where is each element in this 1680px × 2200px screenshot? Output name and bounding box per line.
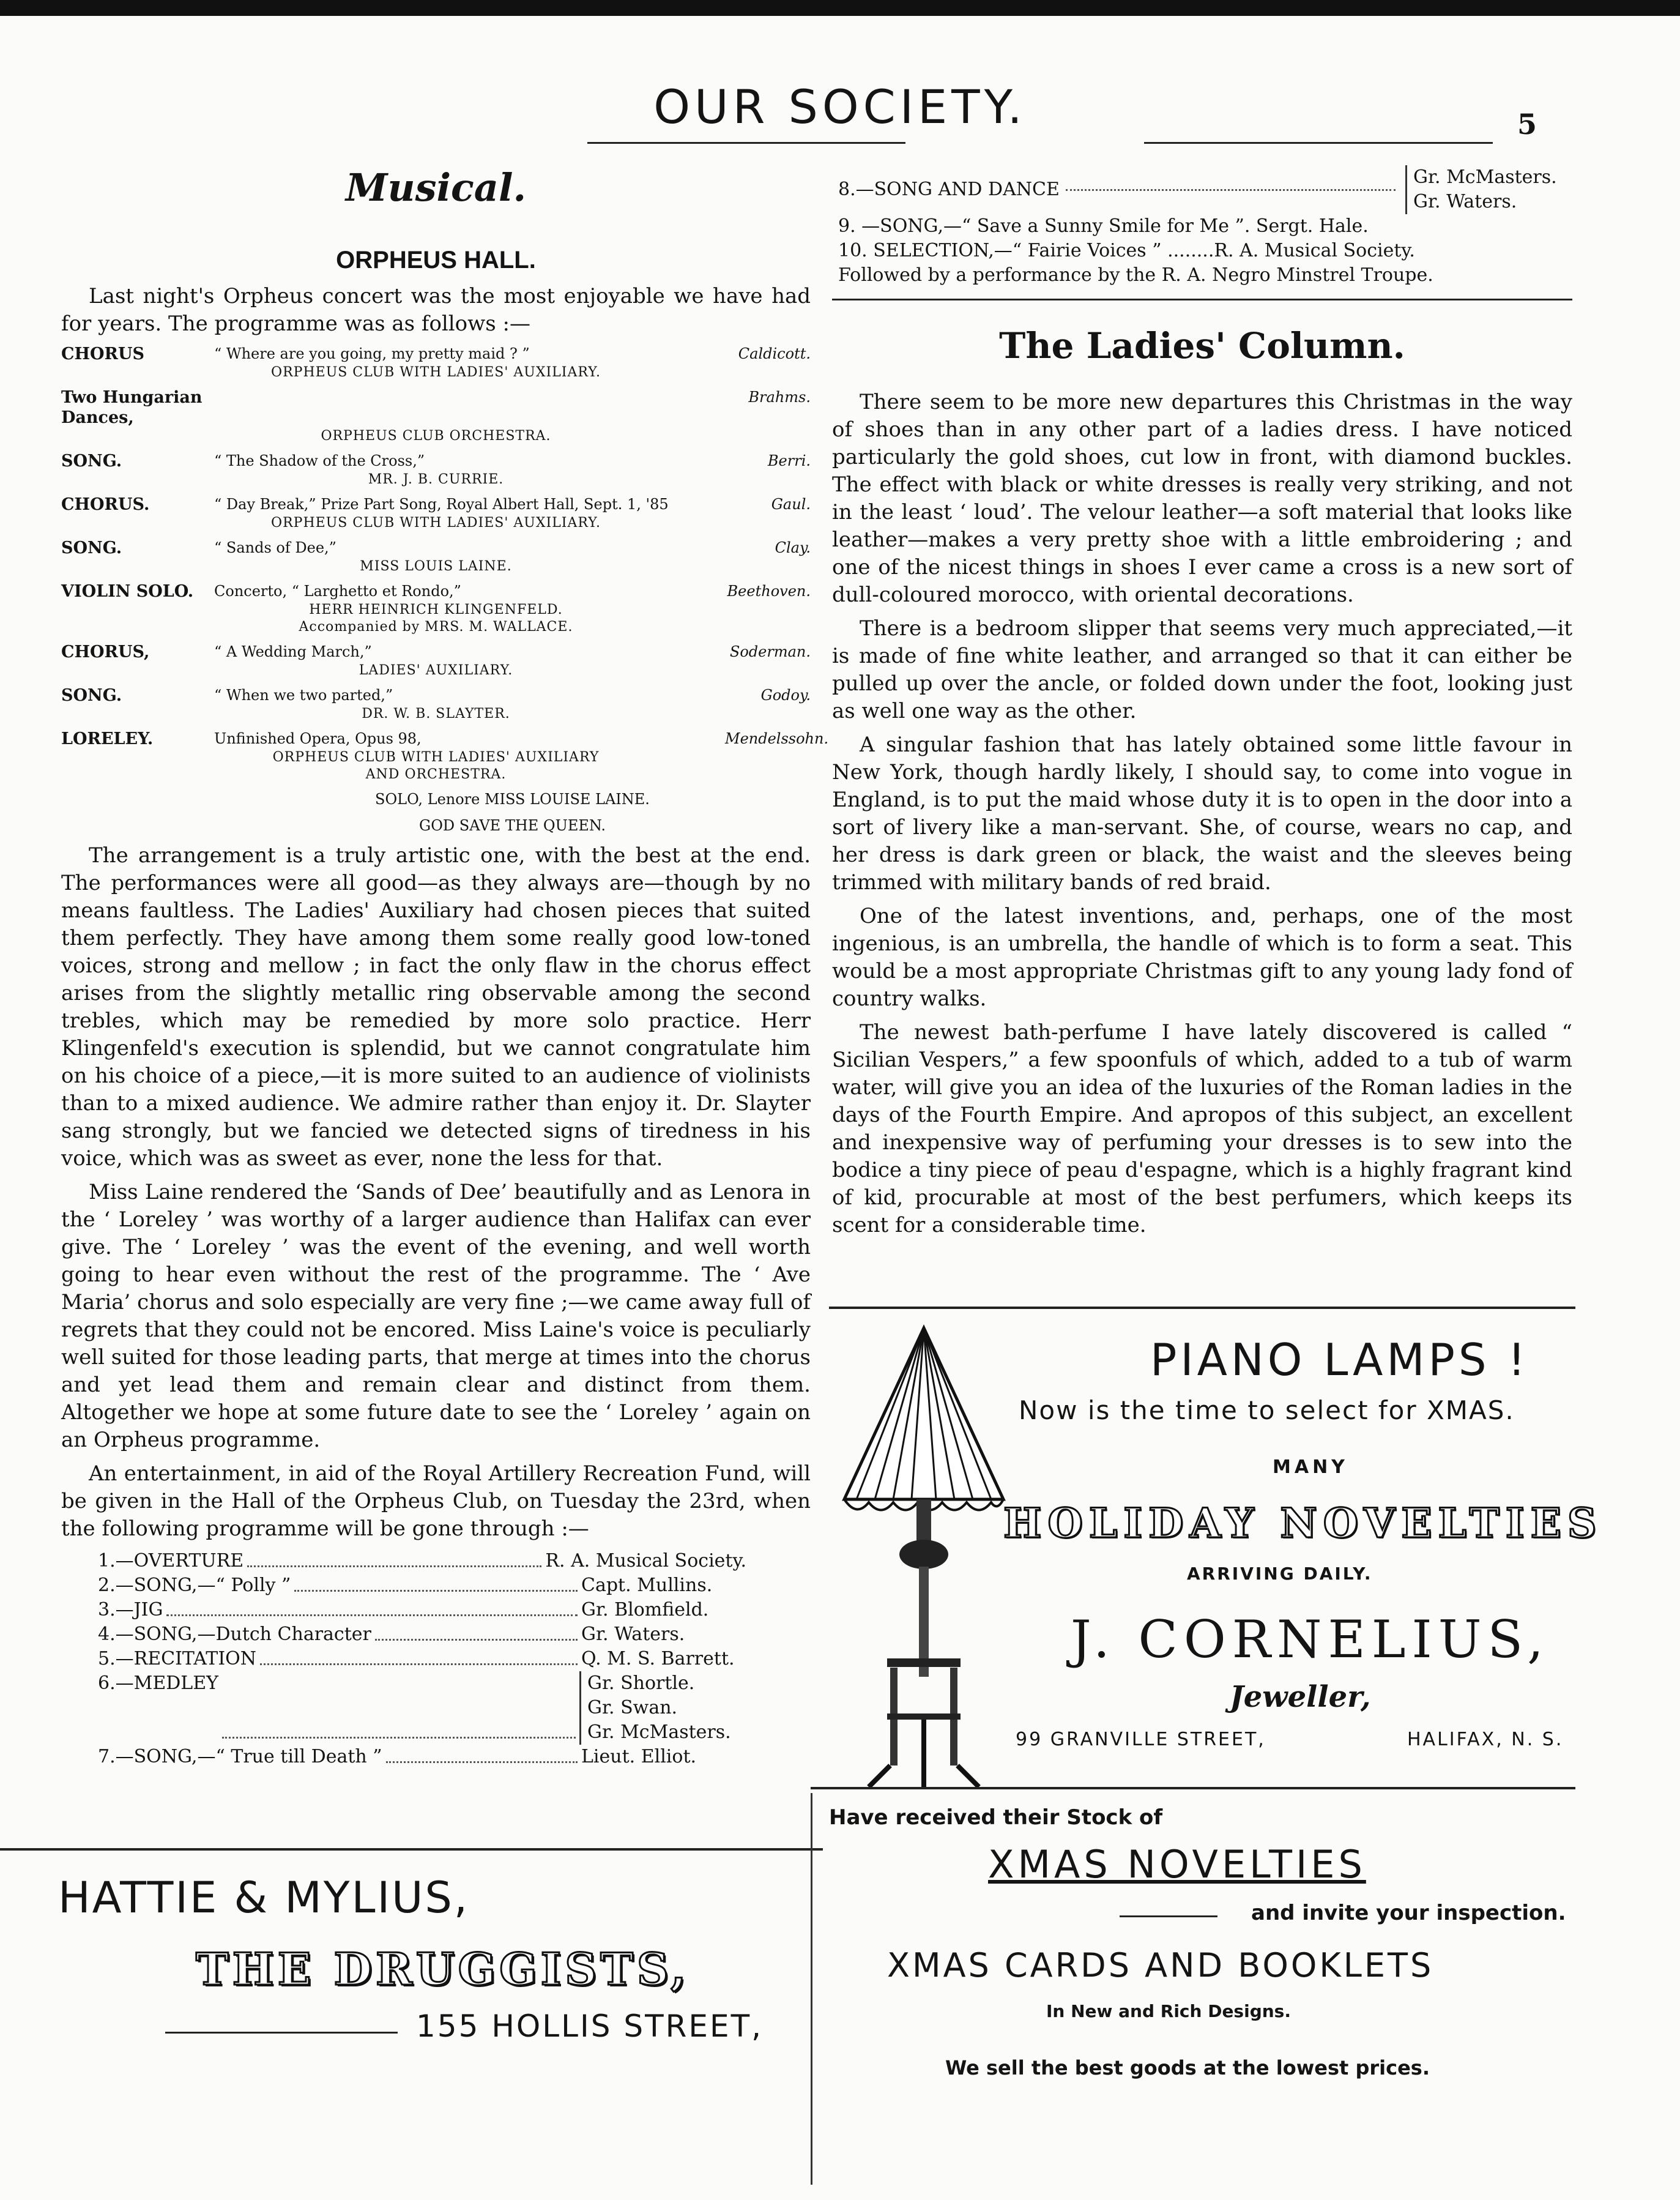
list-item: 9. —SONG,—“ Save a Sunny Smile for Me ”. Sergt. Hale. <box>838 215 1369 237</box>
concert-programme <box>61 344 829 836</box>
list-item: 6.—MEDLEY Gr. Shortle. Gr. Swan. Gr. McMasters. <box>98 1671 746 1745</box>
programme-item: SOLO, Lenore MISS LOUISE LAINE. <box>375 791 650 808</box>
druggist-address: 155 HOLLIS STREET, <box>416 2008 764 2044</box>
right-column <box>832 165 1572 1245</box>
xmas-slogan: We sell the best goods at the lowest prices. <box>945 2056 1430 2079</box>
programme-item: CHORUS “ Where are you going, my pretty maid ? ” Caldicott. ORPHEUS CLUB WITH LADIES' AUXILIARY. <box>61 345 811 380</box>
header-rule-left <box>587 142 905 144</box>
page-number: 5 <box>1517 108 1537 141</box>
performer-line: ORPHEUS CLUB WITH LADIES' AUXILIARY. <box>271 515 601 531</box>
xmas-received: Have received their Stock of <box>829 1805 1163 1830</box>
article-paragraph: There is a bedroom slipper that seems very much appreciated,—it is made of fine white leather, and arranged so that it can either be pulled up over the ancle, or folded down under the foot, looking just as well one way as the other. <box>832 616 1572 723</box>
performer-line: ORPHEUS CLUB WITH LADIES' AUXILIARY <box>272 750 600 765</box>
lamps-city: HALIFAX, N. S. <box>1407 1729 1564 1750</box>
performer-line: MISS LOUIS LAINE. <box>360 559 512 574</box>
performer-line: AND ORCHESTRA. <box>365 767 507 782</box>
review-paragraph: Miss Laine rendered the ‘Sands of Dee’ beautifully and as Lenora in the ‘ Loreley ’ was worthy of a larger audience than Halifax can ever give. The ‘ Loreley ’ was the event of the evening, and well worth going to hear even without the rest of the programme. The ‘ Ave Maria’ chorus and solo especially are very fine ;—we came away full of regrets that they could not be encored. Miss Laine's voice is peculiarly well suited for those leading parts, that merge at times into the chorus and yet lead them and remain clear and distinct from them. Altogether we hope at some future date to see the ‘ Loreley ’ again on an Orpheus programme. <box>61 1180 811 1452</box>
top-border-bar <box>0 0 1680 16</box>
running-head: OUR SOCIETY. <box>653 80 1027 134</box>
performer-line: ORPHEUS CLUB ORCHESTRA. <box>321 428 551 444</box>
review-paragraph: An entertainment, in aid of the Royal Artillery Recreation Fund, will be given in the Hall of the Orpheus Club, on Tuesday the 23rd, when the following programme will be gone through :— <box>61 1461 811 1541</box>
performer-line: MR. J. B. CURRIE. <box>368 472 504 487</box>
performer-line: HERR HEINRICH KLINGENFELD. <box>309 602 563 617</box>
list-item: 8.—SONG AND DANCE Gr. McMasters. Gr. Waters. <box>838 165 1572 214</box>
lamps-subtitle: Now is the time to select for XMAS. <box>1019 1395 1515 1425</box>
performer-line: Accompanied by MRS. M. WALLACE. <box>299 619 573 635</box>
programme-item: LORELEY. Unfinished Opera, Opus 98, Mendelssohn. ORPHEUS CLUB WITH LADIES' AUXILIARY AND ORCHESTRA. <box>61 729 829 782</box>
ad-rule <box>0 1848 823 1851</box>
lamps-trade: Jeweller, <box>1230 1680 1371 1714</box>
list-item: 4.—SONG,—Dutch Character Gr. Waters. <box>98 1624 685 1645</box>
ad-rule <box>829 1307 1575 1309</box>
list-item: 1.—OVERTURE R. A. Musical Society. <box>98 1550 746 1572</box>
list-item: 5.—RECITATION Q. M. S. Barrett. <box>98 1648 735 1669</box>
ad-rule <box>811 1787 1575 1789</box>
programme-item: SONG. “ When we two parted,” Godoy. DR. W. B. SLAYTER. <box>61 686 811 722</box>
druggist-name: HATTIE & MYLIUS, <box>58 1873 470 1923</box>
xmas-rule <box>1120 1915 1217 1917</box>
entertainment-programme <box>98 1549 746 1769</box>
list-item: 7.—SONG,—“ True till Death ” Lieut. Elliot. <box>98 1746 697 1767</box>
list-item: 10. SELECTION,—“ Fairie Voices ” ........R. A. Musical Society. <box>838 240 1415 261</box>
section-rule <box>832 299 1572 300</box>
lamps-many: MANY <box>1273 1456 1348 1478</box>
programme-item: SONG. “ Sands of Dee,” Clay. MISS LOUIS LAINE. <box>61 539 811 574</box>
programme-item: GOD SAVE THE QUEEN. <box>419 817 606 834</box>
list-item: Followed by a performance by the R. A. Negro Minstrel Troupe. <box>838 264 1433 286</box>
lamps-novelties: HOLIDAY NOVELTIES <box>1003 1499 1603 1547</box>
review-paragraph: The arrangement is a truly artistic one, with the best at the end. The performances were all good—as they always are—though by no means faultless. The Ladies' Auxiliary had chosen pieces that suited them perfectly. They have among them some really good low-toned voices, strong and mellow ; in fact the only flaw in the chorus effect arises from the slightly metallic ring observable among the second trebles, which may be remedied by more solo practice. Herr Klingenfeld's execution is splendid, but we cannot congratulate him on his choice of a piece,—it is more suited to an audience of violinists than to a mixed audience. We admire rather than enjoy it. Dr. Slayter sang strongly, but we fancied we detected signs of tiredness in his voice, which was as sweet as ever, none the less for that. <box>61 843 811 1171</box>
xmas-designs: In New and Rich Designs. <box>1046 2001 1291 2021</box>
lamps-title: PIANO LAMPS ! <box>1150 1334 1529 1385</box>
piano-lamp-icon <box>832 1316 1016 1793</box>
programme-item: VIOLIN SOLO. Concerto, “ Larghetto et Rondo,” Beethoven. HERR HEINRICH KLINGENFELD. Accompanied by MRS. M. WALLACE. <box>61 582 811 635</box>
lamps-arriving: ARRIVING DAILY. <box>1187 1564 1373 1584</box>
performer-line: DR. W. B. SLAYTER. <box>362 706 510 722</box>
programme-item: Two Hungarian Dances, Brahms. ORPHEUS CLUB ORCHESTRA. <box>61 388 811 444</box>
xmas-invite: and invite your inspection. <box>1251 1901 1566 1925</box>
list-item: 3.—JIG Gr. Blomfield. <box>98 1599 709 1620</box>
article-paragraph: There seem to be more new departures this Christmas in the way of shoes than in any other part of a ladies dress. I have noticed particularly the gold shoes, cut low in front, with diamond buckles. The effect with black or white dresses is really very striking, and not in the least ‘ loud’. The velour leather—a soft material that looks like leather—makes a very pretty shoe with a little embroidering ; and one of the nicest things in shoes I ever came a cross is a new sort of dull-coloured morocco, with oriental decorations. <box>832 390 1572 607</box>
section-heading-ladies: The Ladies' Column. <box>999 325 1405 367</box>
xmas-title: XMAS NOVELTIES <box>988 1842 1366 1887</box>
performer-line: ORPHEUS CLUB WITH LADIES' AUXILIARY. <box>271 365 601 380</box>
programme-item: CHORUS. “ Day Break,” Prize Part Song, Royal Albert Hall, Sept. 1, '85 Gaul. ORPHEUS CLUB WITH LADIES' AUXILIARY. <box>61 495 811 531</box>
druggist-rule <box>165 2032 398 2034</box>
programme-item: CHORUS, “ A Wedding March,” Soderman. LADIES' AUXILIARY. <box>61 643 811 678</box>
subheading-orpheus-hall: ORPHEUS HALL. <box>336 247 536 274</box>
left-column <box>61 165 829 1769</box>
article-paragraph: One of the latest inventions, and, perhaps, one of the most ingenious, is an umbrella, the handle of which is to form a seat. This would be a most appropriate Christmas gift to any young lady fond of country walks. <box>832 904 1572 1011</box>
performer-line: LADIES' AUXILIARY. <box>359 663 513 678</box>
concert-intro: Last night's Orpheus concert was the most enjoyable we have had for years. The programme was as follows :— <box>61 284 811 336</box>
lamps-firm: J. CORNELIUS, <box>1071 1609 1550 1669</box>
header-rule-right <box>1144 142 1493 144</box>
druggist-trade: THE DRUGGISTS, <box>196 1943 690 1995</box>
lamps-address: 99 GRANVILLE STREET, <box>1016 1729 1266 1750</box>
article-paragraph: The newest bath-perfume I have lately discovered is called “ Sicilian Vespers,” a few spoonfuls of which, added to a tub of warm water, will give you an idea of the luxuries of the Roman ladies in the days of the Fourth Empire. And apropos of this subject, an excellent and inexpensive way of perfuming your dresses is to sew into the bodice a tiny piece of peau d'espagne, which is a highly fragrant kind of kid, procurable at most of the best perfumers, which keeps its scent for a considerable time. <box>832 1020 1572 1237</box>
programme-item: SONG. “ The Shadow of the Cross,” Berri. MR. J. B. CURRIE. <box>61 452 811 487</box>
section-heading-musical: Musical. <box>345 165 527 210</box>
column-rule <box>811 1793 812 2185</box>
xmas-cards: XMAS CARDS AND BOOKLETS <box>887 1946 1434 1985</box>
list-item: 2.—SONG,—“ Polly ” Capt. Mullins. <box>98 1575 713 1596</box>
article-paragraph: A singular fashion that has lately obtained some little favour in New York, though hardly likely, I should say, to come into vogue in England, is to put the maid whose duty it is to open in the door into a sort of livery like a man-servant. She, of course, wears no cap, and her dress is dark green or black, the waist and the sleeves being trimmed with military bands of red braid. <box>832 733 1572 895</box>
